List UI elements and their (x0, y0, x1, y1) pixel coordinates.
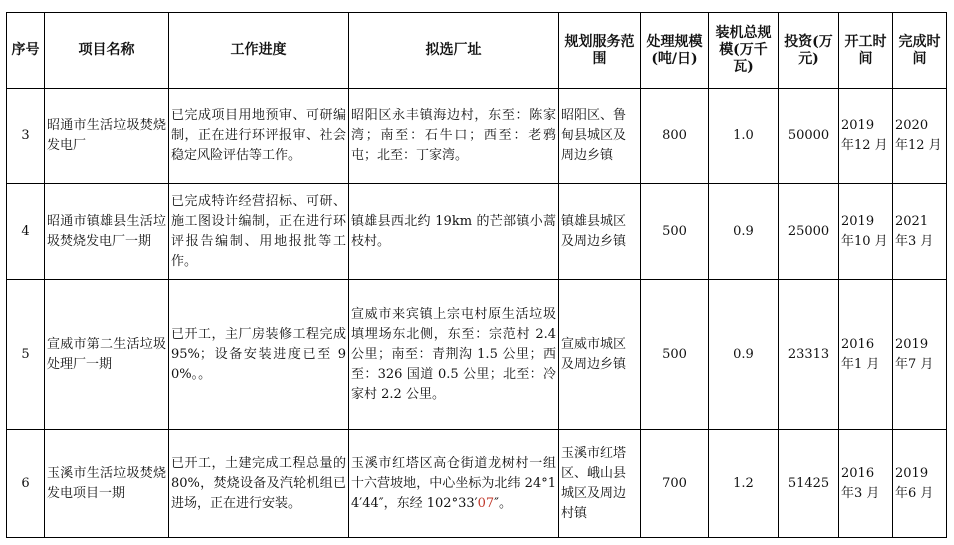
header-capacity: 处理规模(吨/日) (641, 13, 709, 89)
site-text: 镇雄县西北约 19km 的芒部镇小蒿枝村。 (351, 213, 556, 249)
cell-seq: 3 (7, 89, 45, 184)
cell-progress: 已开工，土建完成工程总量的 80%，焚烧设备及汽轮机组已进场，正在进行安装。 (169, 430, 349, 538)
cell-start: 2016 年3 月 (839, 430, 893, 538)
table-row (7, 280, 947, 430)
cell-seq: 4 (7, 184, 45, 280)
site-text: 玉溪市红塔区高仓街道龙树村一组十六营坡地，中心坐标为北纬 24°14′44″，东经 102°33′ (351, 455, 556, 511)
header-power: 装机总规模(万千瓦) (709, 13, 779, 89)
cell-seq: 5 (7, 280, 45, 430)
cell-start: 2019 年10 月 (839, 184, 893, 280)
site-text: 昭阳区永丰镇海边村，东至：陈家湾；南至：石牛口；西至：老鸦屯；北至：丁家湾。 (351, 108, 556, 163)
cell-power: 0.9 (709, 280, 779, 430)
cell-start: 2016 年1 月 (839, 280, 893, 430)
cell-capacity: 800 (641, 89, 709, 184)
cell-finish: 2019 年7 月 (893, 280, 947, 430)
cell-invest: 51425 (779, 430, 839, 538)
cell-start: 2019 年12 月 (839, 89, 893, 184)
cell-site (349, 184, 559, 280)
cell-name: 玉溪市生活垃圾焚烧发电项目一期 (45, 430, 169, 538)
header-row (7, 13, 947, 89)
cell-invest: 23313 (779, 280, 839, 430)
cell-area: 宣威市城区及周边乡镇 (559, 280, 641, 430)
header-start: 开工时间 (839, 13, 893, 89)
cell-area: 玉溪市红塔区、峨山县城区及周边村镇 (559, 430, 641, 538)
cell-finish: 2019 年6 月 (893, 430, 947, 538)
header-invest: 投资(万元) (779, 13, 839, 89)
table-row (7, 89, 947, 184)
cell-seq: 6 (7, 430, 45, 538)
cell-progress: 已开工，主厂房装修工程完成 95%；设备安装进度已至 90%。。 (169, 280, 349, 430)
cell-site (349, 89, 559, 184)
cell-name: 昭通市生活垃圾焚烧发电厂 (45, 89, 169, 184)
cell-progress: 已完成项目用地预审、可研编制，正在进行环评报审、社会稳定风险评估等工作。 (169, 89, 349, 184)
site-highlight: 07 (477, 495, 495, 511)
cell-power: 0.9 (709, 184, 779, 280)
cell-name: 宣威市第二生活垃圾处理厂一期 (45, 280, 169, 430)
cell-name: 昭通市镇雄县生活垃圾焚烧发电厂一期 (45, 184, 169, 280)
cell-progress: 已完成特许经营招标、可研、施工图设计编制，正在进行环评报告编制、用地报批等工作。 (169, 184, 349, 280)
header-progress: 工作进度 (169, 13, 349, 89)
cell-finish: 2020 年12 月 (893, 89, 947, 184)
site-text: 宣威市来宾镇上宗屯村原生活垃圾填埋场东北侧，东至：宗范村 2.4 公里；南至：青荆沟 1.5 公里；西至：326 国道 0.5 公里；北至：冷家村 2.2 公里。 (351, 306, 556, 402)
cell-area: 镇雄县城区及周边乡镇 (559, 184, 641, 280)
cell-power: 1.2 (709, 430, 779, 538)
cell-capacity: 700 (641, 430, 709, 538)
header-name: 项目名称 (45, 13, 169, 89)
cell-site (349, 430, 559, 538)
table-row (7, 430, 947, 538)
cell-site (349, 280, 559, 430)
cell-finish: 2021 年3 月 (893, 184, 947, 280)
header-seq: 序号 (7, 13, 45, 89)
table-row (7, 184, 947, 280)
site-tail: ″。 (494, 495, 512, 511)
header-site: 拟选厂址 (349, 13, 559, 89)
header-finish: 完成时间 (893, 13, 947, 89)
cell-area: 昭阳区、鲁甸县城区及周边乡镇 (559, 89, 641, 184)
project-table (6, 12, 947, 538)
cell-capacity: 500 (641, 280, 709, 430)
cell-invest: 25000 (779, 184, 839, 280)
cell-power: 1.0 (709, 89, 779, 184)
header-area: 规划服务范围 (559, 13, 641, 89)
cell-capacity: 500 (641, 184, 709, 280)
cell-invest: 50000 (779, 89, 839, 184)
